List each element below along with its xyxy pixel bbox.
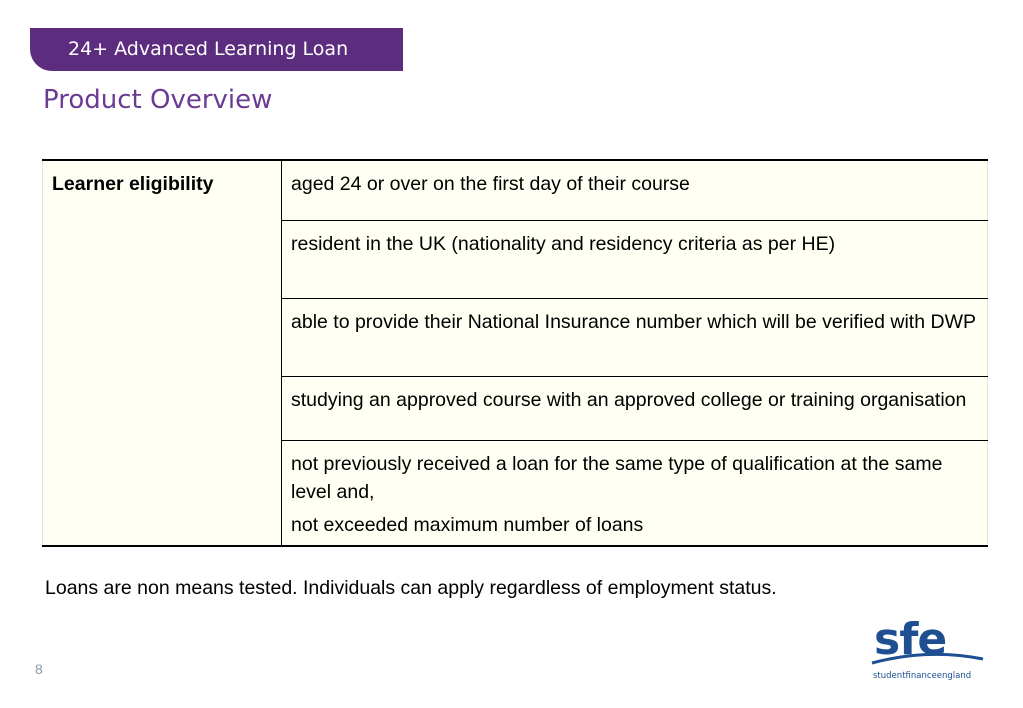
table-row	[43, 160, 988, 220]
criterion-cell	[282, 220, 988, 298]
criterion-cell	[282, 298, 988, 376]
criterion-text-extra: not exceeded maximum number of loans	[291, 513, 644, 536]
logo-tagline: studentfinanceengland	[873, 671, 972, 681]
criterion-cell	[282, 160, 988, 220]
page-number: 8	[35, 661, 43, 677]
footnote: Loans are non means tested. Individuals can apply regardless of employment status.	[45, 577, 777, 599]
criterion-text: resident in the UK (nationality and residency criteria as per HE)	[291, 232, 836, 255]
logo-mark: sfe	[874, 614, 947, 665]
criterion-text: able to provide their National Insurance number which will be verified with DWP	[291, 310, 976, 333]
header-banner: 24+ Advanced Learning Loan	[30, 28, 403, 71]
criterion-text: studying an approved course with an approved college or training organisation	[291, 388, 967, 411]
criterion-text: aged 24 or over on the first day of their course	[291, 173, 690, 195]
sfe-logo	[870, 612, 985, 682]
criterion-text: not previously received a loan for the same type of qualification at the same level and,	[291, 452, 943, 503]
criterion-cell	[282, 376, 988, 440]
eligibility-table	[42, 159, 988, 547]
eligibility-label: Learner eligibility	[43, 160, 282, 546]
criterion-cell	[282, 440, 988, 546]
page-title: Product Overview	[43, 85, 273, 115]
